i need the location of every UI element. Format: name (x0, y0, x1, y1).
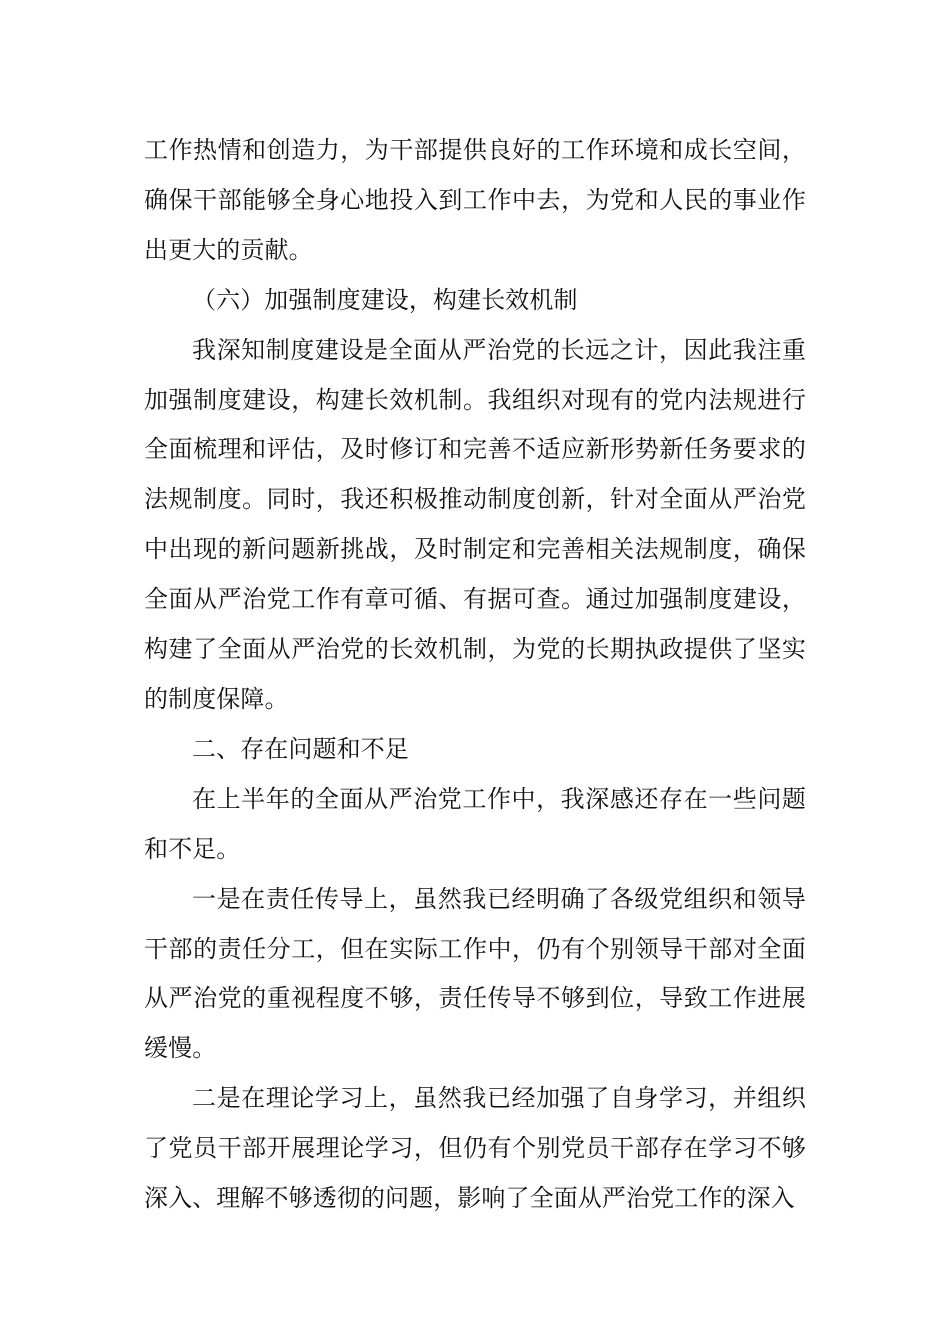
paragraph-responsibility: 一是在责任传导上，虽然我已经明确了各级党组织和领导干部的责任分工，但在实际工作中，仍有个别领导干部对全面从严治党的重视程度不够，责任传导不够到位，导致工作进展缓慢。 (144, 884, 806, 1063)
paragraph-continuation: 工作热情和创造力，为干部提供良好的工作环境和成长空间，确保干部能够全身心地投入到工作中去，为党和人民的事业作出更大的贡献。 (144, 136, 806, 264)
paragraph-institution-building: 我深知制度建设是全面从严治党的长远之计，因此我注重加强制度建设，构建长效机制。我组织对现有的党内法规进行全面梳理和评估，及时修订和完善不适应新形势新任务要求的法规制度。同时，我还积极推动制度创新，针对全面从严治党中出现的新问题新挑战，及时制定和完善相关法规制度，确保全面从严治党工作有章可循、有据可查。通过加强制度建设，构建了全面从严治党的长效机制，为党的长期执政提供了坚实的制度保障。 (144, 335, 806, 713)
section-heading-six: （六）加强制度建设，构建长效机制 (192, 285, 578, 314)
paragraph-theory-study: 二是在理论学习上，虽然我已经加强了自身学习，并组织了党员干部开展理论学习，但仍有个别党员干部存在学习不够深入、理解不够透彻的问题，影响了全面从严治党工作的深入 (144, 1084, 806, 1213)
paragraph-problems-intro: 在上半年的全面从严治党工作中，我深感还存在一些问题和不足。 (144, 784, 806, 863)
body-text (144, 126, 806, 1224)
section-heading-problems: 二、存在问题和不足 (192, 734, 409, 763)
